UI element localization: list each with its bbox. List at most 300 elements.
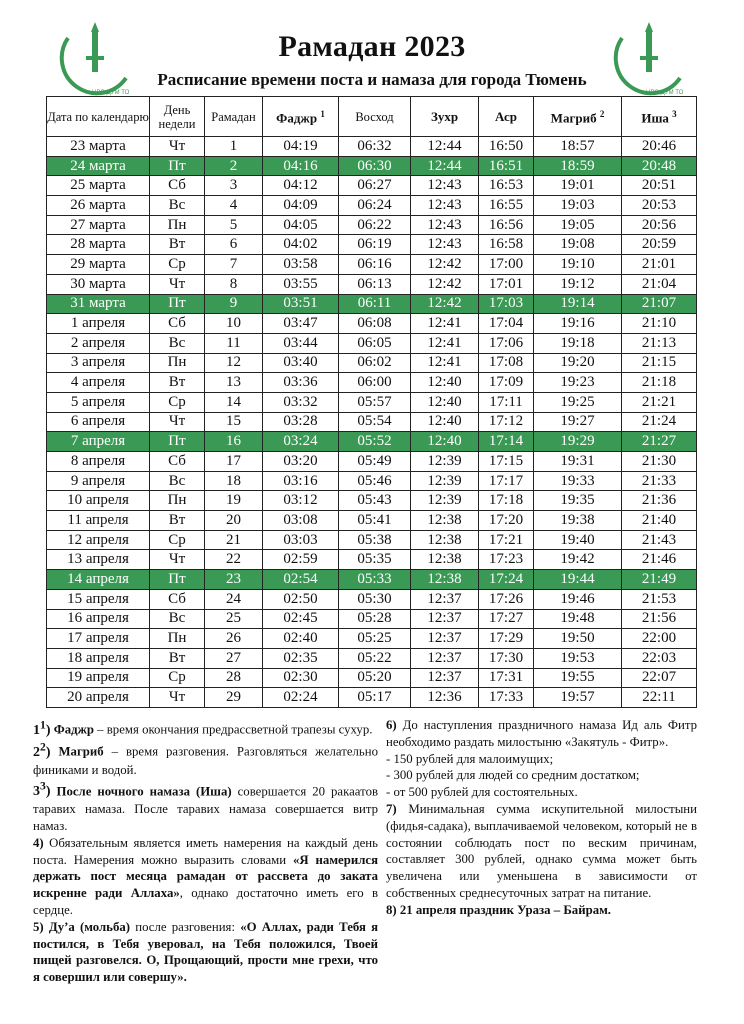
cell-fajr: 03:44 <box>263 333 339 353</box>
cell-sunrise: 06:24 <box>339 196 411 216</box>
cell-date: 14 апреля <box>47 570 150 590</box>
cell-fajr: 04:09 <box>263 196 339 216</box>
cell-zuhr: 12:38 <box>411 511 479 531</box>
cell-fajr: 04:12 <box>263 176 339 196</box>
cell-maghrib: 19:57 <box>534 688 622 708</box>
cell-date: 2 апреля <box>47 333 150 353</box>
cell-isha: 21:24 <box>622 412 697 432</box>
cell-sunrise: 06:19 <box>339 235 411 255</box>
cell-ramadan-day: 14 <box>205 392 263 412</box>
cell-ramadan-day: 27 <box>205 648 263 668</box>
cell-sunrise: 05:41 <box>339 511 411 531</box>
cell-isha: 21:10 <box>622 314 697 334</box>
cell-maghrib: 18:59 <box>534 156 622 176</box>
note-6-item: - от 500 рублей для состоятельных. <box>386 785 578 800</box>
cell-ramadan-day: 19 <box>205 491 263 511</box>
cell-maghrib: 19:44 <box>534 570 622 590</box>
cell-isha: 21:36 <box>622 491 697 511</box>
cell-fajr: 02:40 <box>263 629 339 649</box>
logo-text-left: ЦРО ДУМ ТО <box>92 90 130 96</box>
cell-sunrise: 05:28 <box>339 609 411 629</box>
cell-sunrise: 06:11 <box>339 294 411 314</box>
table-row <box>47 353 697 373</box>
cell-maghrib: 19:14 <box>534 294 622 314</box>
cell-date: 6 апреля <box>47 412 150 432</box>
cell-zuhr: 12:37 <box>411 609 479 629</box>
cell-asr: 17:08 <box>479 353 534 373</box>
cell-fajr: 03:24 <box>263 432 339 452</box>
cell-maghrib: 19:16 <box>534 314 622 334</box>
cell-date: 3 апреля <box>47 353 150 373</box>
cell-isha: 21:01 <box>622 255 697 275</box>
cell-maghrib: 19:23 <box>534 373 622 393</box>
cell-sunrise: 06:32 <box>339 137 411 157</box>
cell-sunrise: 05:20 <box>339 668 411 688</box>
cell-isha: 21:07 <box>622 294 697 314</box>
cell-sunrise: 06:08 <box>339 314 411 334</box>
cell-date: 30 марта <box>47 274 150 294</box>
note-8: 8) 21 апреля праздник Ураза – Байрам. <box>386 902 612 917</box>
cell-isha: 21:43 <box>622 530 697 550</box>
cell-fajr: 04:02 <box>263 235 339 255</box>
cell-asr: 16:50 <box>479 137 534 157</box>
cell-date: 13 апреля <box>47 550 150 570</box>
cell-zuhr: 12:38 <box>411 550 479 570</box>
table-row <box>47 668 697 688</box>
table-row <box>47 314 697 334</box>
cell-fajr: 03:32 <box>263 392 339 412</box>
cell-isha: 21:40 <box>622 511 697 531</box>
cell-asr: 16:56 <box>479 215 534 235</box>
cell-isha: 21:18 <box>622 373 697 393</box>
cell-zuhr: 12:43 <box>411 235 479 255</box>
cell-weekday: Пн <box>150 491 205 511</box>
cell-isha: 20:53 <box>622 196 697 216</box>
header-date: Дата по календарю <box>47 97 150 137</box>
cell-isha: 20:56 <box>622 215 697 235</box>
cell-isha: 21:30 <box>622 452 697 472</box>
notes-right-column <box>386 717 697 919</box>
cell-zuhr: 12:42 <box>411 255 479 275</box>
cell-maghrib: 19:38 <box>534 511 622 531</box>
table-row <box>47 471 697 491</box>
cell-fajr: 03:20 <box>263 452 339 472</box>
cell-date: 26 марта <box>47 196 150 216</box>
cell-date: 7 апреля <box>47 432 150 452</box>
cell-date: 10 апреля <box>47 491 150 511</box>
header-sunrise: Восход <box>339 97 411 137</box>
cell-date: 19 апреля <box>47 668 150 688</box>
header-maghrib: Магриб $^2$ <box>534 97 622 137</box>
cell-zuhr: 12:43 <box>411 196 479 216</box>
table-row-friday <box>47 570 697 590</box>
cell-sunrise: 05:30 <box>339 589 411 609</box>
cell-sunrise: 06:27 <box>339 176 411 196</box>
cell-date: 31 марта <box>47 294 150 314</box>
cell-zuhr: 12:38 <box>411 570 479 590</box>
cell-ramadan-day: 12 <box>205 353 263 373</box>
cell-zuhr: 12:40 <box>411 412 479 432</box>
cell-isha: 20:46 <box>622 137 697 157</box>
cell-isha: 21:04 <box>622 274 697 294</box>
cell-asr: 17:20 <box>479 511 534 531</box>
cell-maghrib: 19:01 <box>534 176 622 196</box>
cell-weekday: Сб <box>150 176 205 196</box>
cell-ramadan-day: 3 <box>205 176 263 196</box>
cell-maghrib: 19:31 <box>534 452 622 472</box>
cell-sunrise: 05:49 <box>339 452 411 472</box>
cell-fajr: 04:16 <box>263 156 339 176</box>
cell-sunrise: 06:05 <box>339 333 411 353</box>
cell-maghrib: 19:25 <box>534 392 622 412</box>
cell-ramadan-day: 21 <box>205 530 263 550</box>
table-row-friday <box>47 432 697 452</box>
cell-weekday: Пт <box>150 294 205 314</box>
table-row <box>47 215 697 235</box>
cell-fajr: 03:03 <box>263 530 339 550</box>
cell-ramadan-day: 2 <box>205 156 263 176</box>
cell-sunrise: 05:25 <box>339 629 411 649</box>
header-isha: Иша $^3$ <box>622 97 697 137</box>
logo-text-right: ЦРО ДУМ ТО <box>646 90 684 96</box>
cell-asr: 17:01 <box>479 274 534 294</box>
note-5: 5) Ду’а (мольба) после разговения: «О Аллах, ради Тебя я постился, в Тебя уверовал, на Тебя положился, Твоей пищей разговелся. О, Прощающий, прости мне грехи, что я совершил или совершу». <box>33 919 379 985</box>
cell-weekday: Вс <box>150 196 205 216</box>
cell-sunrise: 05:57 <box>339 392 411 412</box>
table-row <box>47 452 697 472</box>
cell-fajr: 03:58 <box>263 255 339 275</box>
cell-weekday: Вт <box>150 648 205 668</box>
cell-fajr: 03:36 <box>263 373 339 393</box>
cell-sunrise: 06:00 <box>339 373 411 393</box>
cell-asr: 17:06 <box>479 333 534 353</box>
cell-zuhr: 12:41 <box>411 333 479 353</box>
cell-zuhr: 12:37 <box>411 648 479 668</box>
cell-ramadan-day: 23 <box>205 570 263 590</box>
cell-date: 18 апреля <box>47 648 150 668</box>
cell-sunrise: 05:22 <box>339 648 411 668</box>
cell-ramadan-day: 7 <box>205 255 263 275</box>
table-row <box>47 648 697 668</box>
cell-weekday: Чт <box>150 274 205 294</box>
cell-zuhr: 12:37 <box>411 629 479 649</box>
cell-zuhr: 12:37 <box>411 668 479 688</box>
cell-asr: 16:58 <box>479 235 534 255</box>
cell-zuhr: 12:42 <box>411 274 479 294</box>
cell-ramadan-day: 9 <box>205 294 263 314</box>
table-row <box>47 688 697 708</box>
header-ramadan: Рамадан <box>205 97 263 137</box>
cell-fajr: 02:54 <box>263 570 339 590</box>
cell-zuhr: 12:39 <box>411 491 479 511</box>
cell-zuhr: 12:44 <box>411 137 479 157</box>
cell-asr: 17:21 <box>479 530 534 550</box>
cell-ramadan-day: 15 <box>205 412 263 432</box>
cell-fajr: 02:24 <box>263 688 339 708</box>
table-row <box>47 629 697 649</box>
cell-asr: 17:23 <box>479 550 534 570</box>
cell-weekday: Пн <box>150 353 205 373</box>
cell-weekday: Вс <box>150 609 205 629</box>
cell-isha: 21:49 <box>622 570 697 590</box>
cell-sunrise: 05:38 <box>339 530 411 550</box>
cell-zuhr: 12:40 <box>411 432 479 452</box>
cell-date: 28 марта <box>47 235 150 255</box>
cell-asr: 17:00 <box>479 255 534 275</box>
cell-maghrib: 19:18 <box>534 333 622 353</box>
cell-asr: 17:15 <box>479 452 534 472</box>
cell-fajr: 02:30 <box>263 668 339 688</box>
cell-fajr: 04:19 <box>263 137 339 157</box>
cell-date: 23 марта <box>47 137 150 157</box>
cell-zuhr: 12:44 <box>411 156 479 176</box>
cell-fajr: 02:50 <box>263 589 339 609</box>
cell-weekday: Ср <box>150 668 205 688</box>
cell-maghrib: 19:40 <box>534 530 622 550</box>
table-row <box>47 412 697 432</box>
cell-date: 27 марта <box>47 215 150 235</box>
cell-date: 17 апреля <box>47 629 150 649</box>
page-title: Рамадан 2023 <box>278 30 466 63</box>
cell-date: 8 апреля <box>47 452 150 472</box>
cell-weekday: Ср <box>150 255 205 275</box>
cell-maghrib: 19:35 <box>534 491 622 511</box>
note-6-item: - 300 рублей для людей со средним достатком; <box>386 768 640 783</box>
cell-date: 1 апреля <box>47 314 150 334</box>
cell-maghrib: 19:50 <box>534 629 622 649</box>
cell-asr: 17:03 <box>479 294 534 314</box>
cell-maghrib: 19:27 <box>534 412 622 432</box>
cell-date: 12 апреля <box>47 530 150 550</box>
cell-sunrise: 06:22 <box>339 215 411 235</box>
cell-date: 16 апреля <box>47 609 150 629</box>
cell-maghrib: 19:48 <box>534 609 622 629</box>
cell-isha: 21:56 <box>622 609 697 629</box>
cell-ramadan-day: 25 <box>205 609 263 629</box>
cell-ramadan-day: 1 <box>205 137 263 157</box>
cell-isha: 20:51 <box>622 176 697 196</box>
cell-ramadan-day: 28 <box>205 668 263 688</box>
cell-asr: 17:12 <box>479 412 534 432</box>
cell-zuhr: 12:40 <box>411 392 479 412</box>
table-row <box>47 333 697 353</box>
cell-weekday: Вт <box>150 511 205 531</box>
table-row <box>47 392 697 412</box>
cell-weekday: Вт <box>150 373 205 393</box>
cell-ramadan-day: 20 <box>205 511 263 531</box>
cell-isha: 21:13 <box>622 333 697 353</box>
schedule-table <box>46 96 697 708</box>
cell-asr: 17:09 <box>479 373 534 393</box>
cell-sunrise: 05:43 <box>339 491 411 511</box>
cell-ramadan-day: 18 <box>205 471 263 491</box>
cell-asr: 17:11 <box>479 392 534 412</box>
cell-asr: 16:53 <box>479 176 534 196</box>
cell-maghrib: 18:57 <box>534 137 622 157</box>
cell-ramadan-day: 4 <box>205 196 263 216</box>
header-fajr: Фаджр $^1$ <box>263 97 339 137</box>
cell-fajr: 03:16 <box>263 471 339 491</box>
table-header-row <box>47 97 697 137</box>
cell-isha: 22:11 <box>622 688 697 708</box>
cell-asr: 17:24 <box>479 570 534 590</box>
note-4: 4) Обязательным является иметь намерения на каждый день поста. Намерения можно выразить словами «Я намерился держать пост месяца рамадан от рассвета до заката искренне ради Аллаха», однако достаточно иметь его в сердце. <box>33 835 379 917</box>
cell-ramadan-day: 16 <box>205 432 263 452</box>
table-row <box>47 274 697 294</box>
cell-fajr: 02:45 <box>263 609 339 629</box>
cell-isha: 21:33 <box>622 471 697 491</box>
cell-sunrise: 06:13 <box>339 274 411 294</box>
cell-weekday: Сб <box>150 452 205 472</box>
table-row <box>47 491 697 511</box>
table-row <box>47 255 697 275</box>
header-zuhr: Зухр <box>411 97 479 137</box>
cell-asr: 16:51 <box>479 156 534 176</box>
table-row <box>47 176 697 196</box>
cell-zuhr: 12:39 <box>411 471 479 491</box>
cell-ramadan-day: 22 <box>205 550 263 570</box>
cell-sunrise: 05:54 <box>339 412 411 432</box>
table-row <box>47 373 697 393</box>
cell-maghrib: 19:08 <box>534 235 622 255</box>
cell-maghrib: 19:03 <box>534 196 622 216</box>
cell-ramadan-day: 10 <box>205 314 263 334</box>
cell-maghrib: 19:29 <box>534 432 622 452</box>
cell-weekday: Пн <box>150 215 205 235</box>
cell-ramadan-day: 24 <box>205 589 263 609</box>
table-row <box>47 589 697 609</box>
cell-zuhr: 12:41 <box>411 353 479 373</box>
cell-sunrise: 05:46 <box>339 471 411 491</box>
cell-weekday: Вт <box>150 235 205 255</box>
cell-asr: 17:26 <box>479 589 534 609</box>
cell-date: 29 марта <box>47 255 150 275</box>
cell-isha: 20:48 <box>622 156 697 176</box>
cell-ramadan-day: 11 <box>205 333 263 353</box>
cell-zuhr: 12:38 <box>411 530 479 550</box>
cell-sunrise: 05:33 <box>339 570 411 590</box>
table-row <box>47 511 697 531</box>
cell-asr: 17:27 <box>479 609 534 629</box>
cell-ramadan-day: 29 <box>205 688 263 708</box>
note-7: 7) Минимальная сумма искупительной милостыни (фидья-садака), выплачиваемой человеком, который не в состоянии соблюдать пост по веским причинам, составляет 300 рублей, однако сумма может быть увеличена или уменьшена в зависимости от собственных среднесуточных затрат на питание. <box>386 801 697 900</box>
cell-ramadan-day: 17 <box>205 452 263 472</box>
cell-fajr: 03:55 <box>263 274 339 294</box>
cell-zuhr: 12:36 <box>411 688 479 708</box>
cell-sunrise: 05:52 <box>339 432 411 452</box>
cell-zuhr: 12:40 <box>411 373 479 393</box>
note-6: 6) До наступления праздничного намаза Ид аль Фитр необходимо раздать милостыню «Закятуль - Фитр». <box>386 718 697 749</box>
cell-date: 25 марта <box>47 176 150 196</box>
cell-zuhr: 12:41 <box>411 314 479 334</box>
cell-maghrib: 19:46 <box>534 589 622 609</box>
cell-zuhr: 12:43 <box>411 176 479 196</box>
note-2: $2^2$) Магриб – время разговения. Разговляться желательно финиками и водой. <box>33 740 378 777</box>
header-weekday: День недели <box>150 97 205 137</box>
cell-zuhr: 12:43 <box>411 215 479 235</box>
cell-date: 15 апреля <box>47 589 150 609</box>
cell-isha: 22:00 <box>622 629 697 649</box>
cell-sunrise: 06:30 <box>339 156 411 176</box>
cell-sunrise: 06:16 <box>339 255 411 275</box>
schedule-body <box>47 137 697 708</box>
cell-asr: 17:33 <box>479 688 534 708</box>
header-asr: Аср <box>479 97 534 137</box>
cell-fajr: 03:28 <box>263 412 339 432</box>
cell-maghrib: 19:55 <box>534 668 622 688</box>
table-row-friday <box>47 294 697 314</box>
cell-weekday: Вс <box>150 333 205 353</box>
cell-date: 9 апреля <box>47 471 150 491</box>
cell-zuhr: 12:39 <box>411 452 479 472</box>
cell-weekday: Пт <box>150 570 205 590</box>
cell-isha: 21:21 <box>622 392 697 412</box>
cell-fajr: 03:51 <box>263 294 339 314</box>
table-row <box>47 609 697 629</box>
cell-weekday: Чт <box>150 412 205 432</box>
cell-asr: 17:31 <box>479 668 534 688</box>
cell-isha: 22:03 <box>622 648 697 668</box>
cell-date: 20 апреля <box>47 688 150 708</box>
notes-left-column <box>33 717 378 986</box>
cell-weekday: Ср <box>150 392 205 412</box>
cell-ramadan-day: 13 <box>205 373 263 393</box>
cell-maghrib: 19:42 <box>534 550 622 570</box>
cell-fajr: 03:12 <box>263 491 339 511</box>
cell-maghrib: 19:10 <box>534 255 622 275</box>
cell-weekday: Пт <box>150 432 205 452</box>
cell-weekday: Чт <box>150 550 205 570</box>
cell-asr: 17:30 <box>479 648 534 668</box>
page-subtitle: Расписание времени поста и намаза для города Тюмень <box>157 70 587 89</box>
cell-date: 24 марта <box>47 156 150 176</box>
cell-fajr: 03:08 <box>263 511 339 531</box>
note-3: $3^3$) После ночного намаза (Иша) совершается 20 ракаатов таравих намаза. После таравих намаза совершается витр намаз. <box>33 779 379 833</box>
table-row <box>47 530 697 550</box>
table-row <box>47 550 697 570</box>
cell-asr: 17:04 <box>479 314 534 334</box>
cell-maghrib: 19:53 <box>534 648 622 668</box>
cell-sunrise: 05:17 <box>339 688 411 708</box>
cell-fajr: 02:59 <box>263 550 339 570</box>
cell-fajr: 02:35 <box>263 648 339 668</box>
note-1: $1^1$) Фаджр – время окончания предрассветной трапезы сухур. <box>33 718 373 738</box>
cell-sunrise: 06:02 <box>339 353 411 373</box>
cell-ramadan-day: 26 <box>205 629 263 649</box>
cell-weekday: Сб <box>150 314 205 334</box>
cell-asr: 17:29 <box>479 629 534 649</box>
cell-maghrib: 19:20 <box>534 353 622 373</box>
cell-weekday: Чт <box>150 688 205 708</box>
cell-date: 4 апреля <box>47 373 150 393</box>
cell-asr: 17:18 <box>479 491 534 511</box>
cell-weekday: Пт <box>150 156 205 176</box>
cell-maghrib: 19:05 <box>534 215 622 235</box>
cell-isha: 20:59 <box>622 235 697 255</box>
cell-maghrib: 19:33 <box>534 471 622 491</box>
cell-sunrise: 05:35 <box>339 550 411 570</box>
cell-asr: 17:17 <box>479 471 534 491</box>
cell-zuhr: 12:37 <box>411 589 479 609</box>
cell-zuhr: 12:42 <box>411 294 479 314</box>
cell-asr: 16:55 <box>479 196 534 216</box>
cell-ramadan-day: 5 <box>205 215 263 235</box>
cell-isha: 21:27 <box>622 432 697 452</box>
cell-isha: 21:15 <box>622 353 697 373</box>
table-row <box>47 196 697 216</box>
cell-maghrib: 19:12 <box>534 274 622 294</box>
cell-asr: 17:14 <box>479 432 534 452</box>
